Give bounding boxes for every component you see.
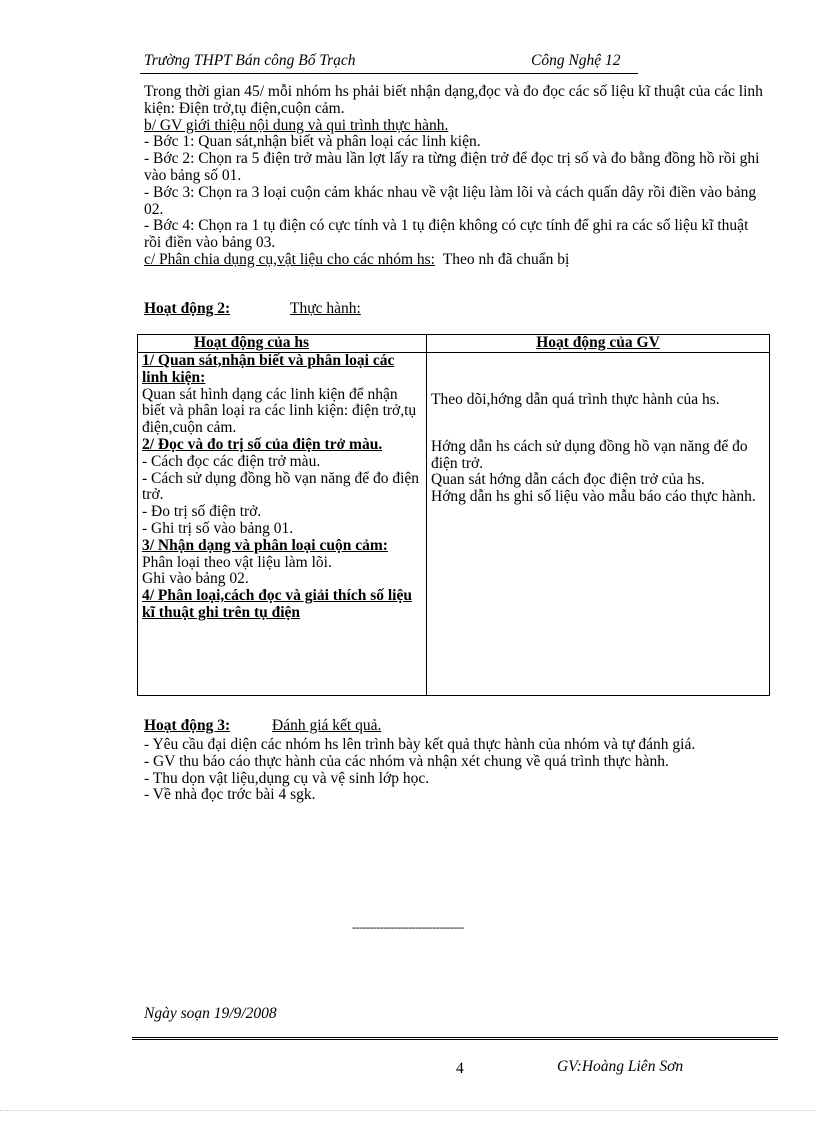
gv-item: Theo dõi,hớng dẫn quá trình thực hành của hs. (431, 391, 720, 408)
page-number: 4 (456, 1060, 464, 1077)
gv-activities-cell (427, 353, 770, 696)
activity3-item: - GV thu báo cáo thực hành của các nhóm và nhận xét chung về quá trình thực hành. (144, 752, 669, 770)
gv-item: Hớng dẫn hs ghi số liệu vào mẫu báo cáo thực hành. (431, 488, 756, 506)
intro-paragraph: Trong thời gian 45/ mỗi nhóm hs phải biết nhận dạng,đọc và đo đọc các số liệu kĩ thuật của các linh kiện: Điện trở,tụ điện,cuộn cảm. (144, 83, 763, 117)
hs-item: Phân loại theo vật liệu làm lõi. (142, 553, 332, 571)
activity3-item: - Về nhà đọc trớc bài 4 sgk. (144, 786, 316, 804)
activity3-list (144, 737, 769, 804)
hs-item: Quan sát hình dạng các linh kiện để nhận biết và phân loại ra các linh kiện: điện trở,tụ điện,cuộn cảm. (142, 385, 417, 437)
section-c-note: Theo nh đã chuẩn bị (442, 250, 570, 268)
step-4: - Bớc 4: Chọn ra 1 tụ điện có cực tính và 1 tụ điện không có cực tính để ghi ra các số liệu kĩ thuật rồi điền vào bảng 03. (144, 217, 749, 252)
section-c (144, 252, 769, 269)
intro-block (144, 84, 769, 269)
step-3: - Bớc 3: Chọn ra 3 loại cuộn cảm khác nhau về vật liệu làm lõi và cách quấn dây rồi điền vào bảng 02. (144, 183, 757, 218)
section-b-title: b/ GV giới thiệu nội dung và qui trình thực hành. (144, 116, 449, 134)
hs-item: 3/ Nhận dạng và phân loại cuộn cảm: (142, 536, 388, 554)
activity3-label: Hoạt động 3: (144, 717, 231, 734)
prepared-date: Ngày soạn 19/9/2008 (144, 1005, 277, 1022)
header-subject: Công Nghệ 12 (531, 52, 621, 69)
activity2-title: Thực hành: (290, 300, 361, 317)
activity3-title: Đánh giá kết quả. (272, 717, 382, 734)
author: GV:Hoàng Liên Sơn (557, 1058, 684, 1075)
hs-item: - Cách sử dụng đồng hồ vạn năng để đo điện trở. (142, 469, 420, 504)
section-c-title: c/ Phân chia dụng cụ,vật liệu cho các nhóm hs: (144, 250, 435, 268)
hs-item: - Ghi trị số vào bảng 01. (142, 519, 294, 537)
gv-item: Quan sát hớng dẫn cách đọc điện trở của hs. (431, 471, 705, 489)
hs-item: 1/ Quan sát,nhận biết và phân loại các linh kiện: (142, 352, 395, 386)
footer-rule (132, 1037, 778, 1040)
page-edge (0, 1110, 816, 1111)
activity-table (137, 334, 770, 696)
hs-item: - Cách đọc các điện trở màu. (142, 452, 321, 470)
step-2: - Bớc 2: Chọn ra 5 điện trở màu lần lợt lấy ra từng điện trở để đọc trị số và đo bằng đồng hồ rồi ghi vào bảng số 01. (144, 150, 760, 184)
activity3-item: - Thu dọn vật liệu,dụng cụ và vệ sinh lớp học. (144, 769, 430, 787)
hs-item: 2/ Đọc và đo trị số của điện trở màu. (142, 435, 383, 453)
activity2-label: Hoạt động 2: (144, 300, 231, 317)
hs-item: Ghi vào bảng 02. (142, 570, 249, 588)
table-header-gv: Hoạt động của GV (427, 335, 770, 353)
table-header-hs: Hoạt động của hs (138, 335, 427, 353)
gv-item: Hớng dẫn hs cách sử dụng đồng hồ vạn năng để đo điện trở. (431, 437, 748, 472)
header-school: Trường THPT Bán công Bố Trạch (144, 52, 356, 69)
hs-item: 4/ Phân loại,cách đọc và giải thích số liệu kĩ thuật ghi trên tụ điện (142, 587, 412, 621)
step-1: - Bớc 1: Quan sát,nhận biết và phân loại các linh kiện. (144, 133, 481, 151)
hs-item: - Đo trị số điện trở. (142, 503, 262, 521)
header-rule (140, 73, 638, 74)
hs-activities-cell (138, 353, 427, 696)
section-divider: -------------------------------- (352, 920, 464, 934)
activity3-item: - Yêu cầu đại diện các nhóm hs lên trình bày kết quả thực hành của nhóm và tự đánh giá. (144, 736, 696, 753)
